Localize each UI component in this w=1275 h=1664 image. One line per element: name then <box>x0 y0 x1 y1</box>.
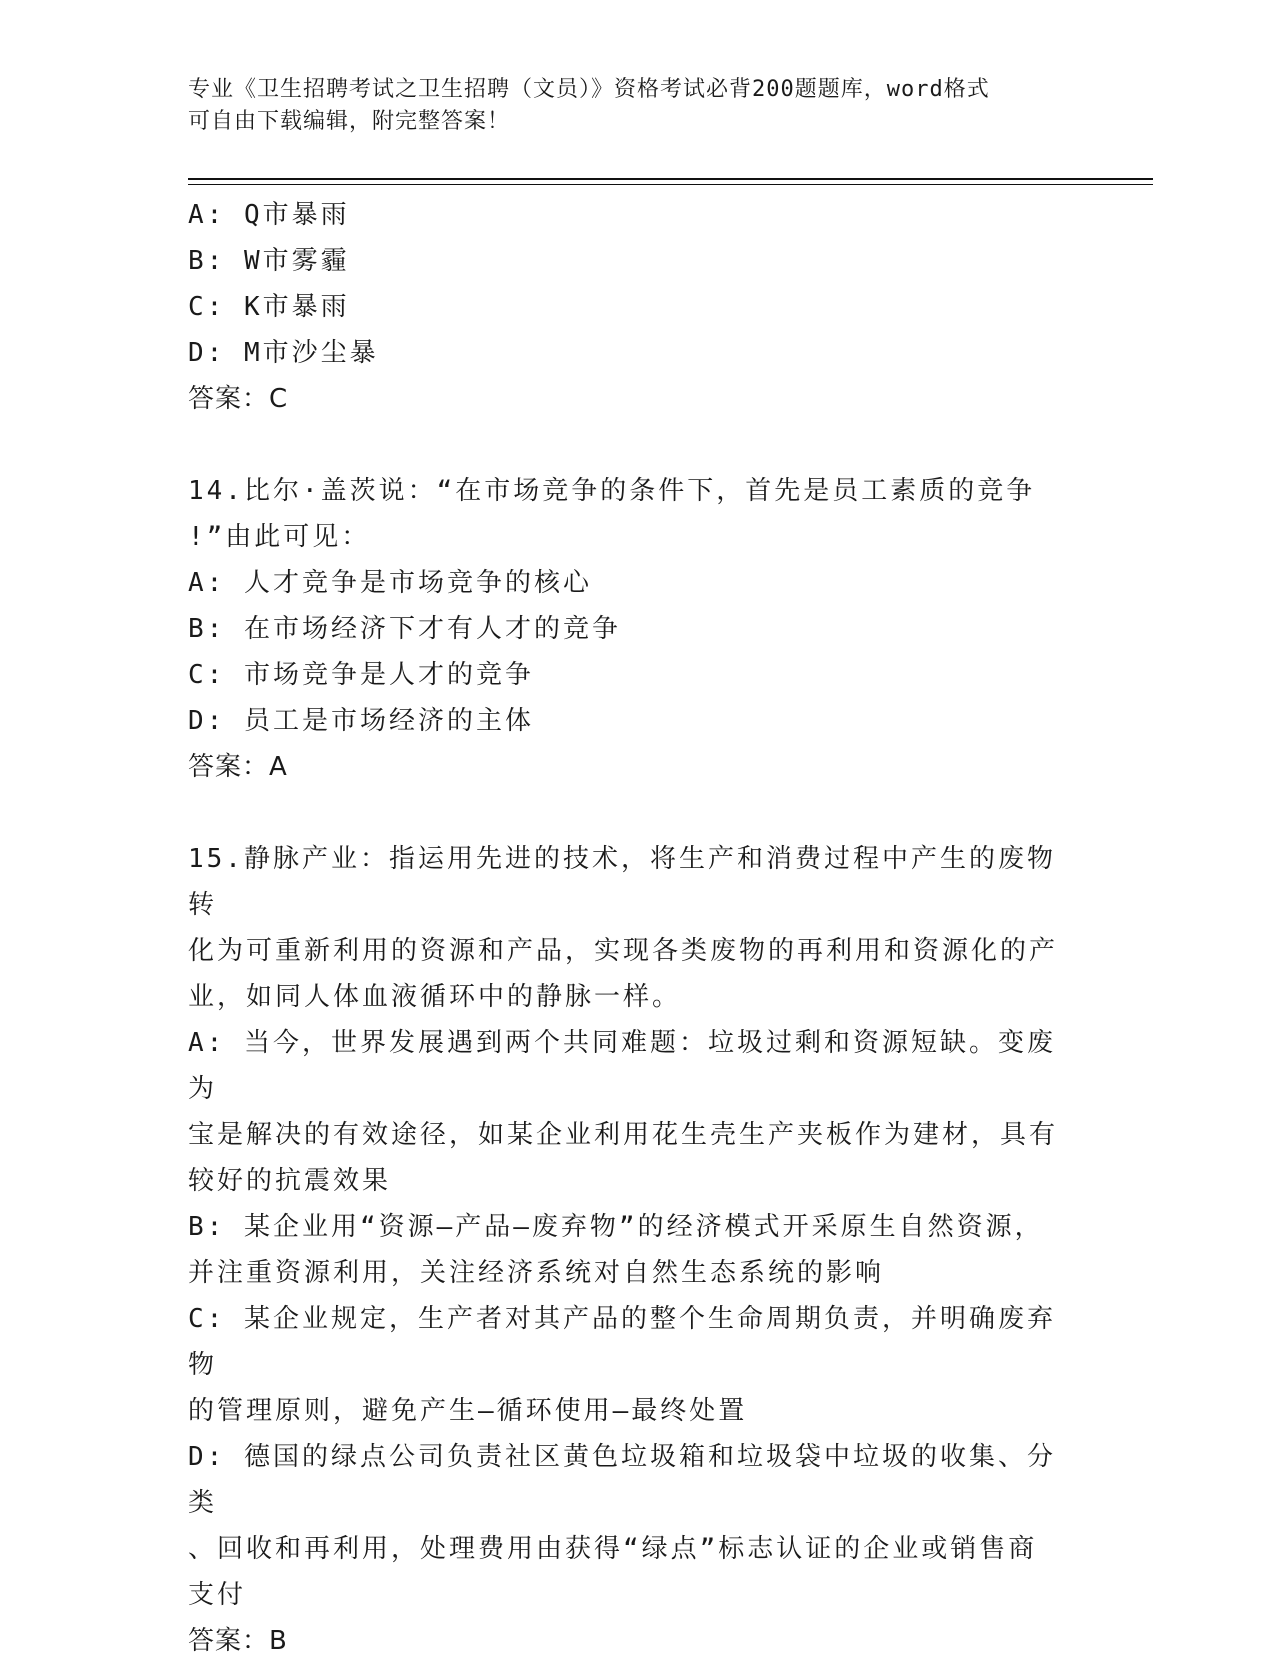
answer-line: 答案：B <box>188 1626 288 1656</box>
header-rule-thin <box>188 184 1153 185</box>
option-c: C: 市场竞争是人才的竞争 <box>188 660 534 690</box>
option-a: A: 人才竞争是市场竞争的核心 <box>188 568 592 598</box>
option-a: A: Q市暴雨 <box>188 200 350 230</box>
question-13-continued <box>188 192 1078 422</box>
option-b-continued: 并注重资源利用，关注经济系统对自然生态系统的影响 <box>188 1258 885 1288</box>
header-rule-thick <box>188 178 1153 180</box>
answer-line: 答案：A <box>188 752 288 782</box>
question-stem-line: 15.静脉产业：指运用先进的技术，将生产和消费过程中产生的废物转 <box>188 844 1056 920</box>
question-stem-line: 化为可重新利用的资源和产品，实现各类废物的再利用和资源化的产 <box>188 936 1059 966</box>
option-b: B: 在市场经济下才有人才的竞争 <box>188 614 621 644</box>
answer-line: 答案：C <box>188 384 289 414</box>
option-d-continued: 支付 <box>188 1580 247 1610</box>
question-15 <box>188 836 1078 1664</box>
option-d: D: 德国的绿点公司负责社区黄色垃圾箱和垃圾袋中垃圾的收集、分类 <box>188 1442 1056 1518</box>
header-line-1: 专业《卫生招聘考试之卫生招聘（文员）》资格考试必背200题题库，word格式 <box>188 77 990 102</box>
option-c: C: 某企业规定，生产者对其产品的整个生命周期负责，并明确废弃物 <box>188 1304 1056 1380</box>
question-stem-line: !”由此可见： <box>188 522 371 552</box>
option-c: C: K市暴雨 <box>188 292 350 322</box>
option-d-continued: 、回收和再利用，处理费用由获得“绿点”标志认证的企业或销售商 <box>188 1534 1038 1564</box>
option-d: D: M市沙尘暴 <box>188 338 379 368</box>
document-header <box>188 74 1088 138</box>
option-a-continued: 宝是解决的有效途径，如某企业利用花生壳生产夹板作为建材，具有 <box>188 1120 1059 1150</box>
header-line-2: 可自由下载编辑，附完整答案！ <box>188 109 511 134</box>
question-stem-line: 14.比尔·盖茨说：“在市场竞争的条件下，首先是员工素质的竞争 <box>188 476 1036 506</box>
option-a: A: 当今，世界发展遇到两个共同难题：垃圾过剩和资源短缺。变废为 <box>188 1028 1056 1104</box>
document-body <box>188 192 1078 1664</box>
option-c-continued: 的管理原则，避免产生—循环使用—最终处置 <box>188 1396 748 1426</box>
option-a-continued: 较好的抗震效果 <box>188 1166 392 1196</box>
option-d: D: 员工是市场经济的主体 <box>188 706 534 736</box>
question-14 <box>188 468 1078 790</box>
option-b: B: W市雾霾 <box>188 246 350 276</box>
option-b: B: 某企业用“资源—产品—废弃物”的经济模式开采原生自然资源， <box>188 1212 1044 1242</box>
question-stem-line: 业，如同人体血液循环中的静脉一样。 <box>188 982 682 1012</box>
